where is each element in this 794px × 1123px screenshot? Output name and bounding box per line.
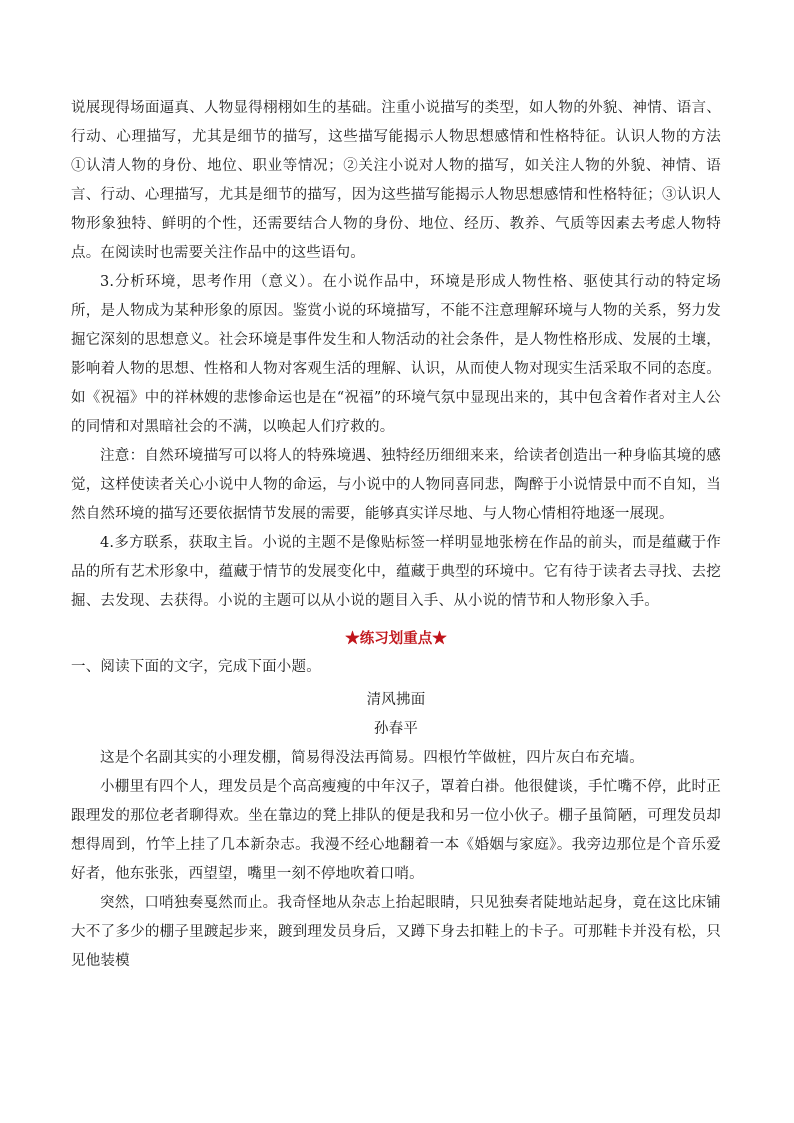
- body-paragraph: 4.多方联系，获取主旨。小说的主题不是像贴标签一样明显地张榜在作品的前头，而是蕴藏于作品的所有艺术形象中，蕴藏于情节的发展变化中，蕴藏于典型的环境中。它有待于读者去寻找、去挖掘、去发现、去获得。小说的主题可以从小说的题目入手、从小说的情节和人物形象入手。: [71, 535, 721, 609]
- document-page: [71, 94, 721, 976]
- question-intro: 一、阅读下面的文字，完成下面小题。: [71, 659, 321, 675]
- body-paragraph: 说展现得场面逼真、人物显得栩栩如生的基础。注重小说描写的类型，如人物的外貌、神情、语言、行动、心理描写，尤其是细节的描写，这些描写能揭示人物思想感情和性格特征。认识人物的方法 ①认清人物的身份、地位、职业等情况；②关注小说对人物的描写，如关注人物的外貌、神情、语言、行动、心理描写，尤其是细节的描写，因为这些描写能揭示人物思想感情和性格特征；③认识人物形象独特、鲜明的个性，还需要结合人物的身份、地位、经历、教养、气质等因素去考虑人物特点。在阅读时也需要关注作品中的这些语句。: [71, 100, 721, 261]
- story-title: 清风拂面: [366, 692, 426, 708]
- body-paragraph: 3.分析环境，思考作用（意义）。在小说作品中，环境是形成人物性格、驱使其行动的特定场所，是人物成为某种形象的原因。鉴赏小说的环境描写，不能不注意理解环境与人物的关系，努力发掘它深刻的思想意义。社会环境是事件发生和人物活动的社会条件，是人物性格形成、发展的土壤，影响着人物的思想、性格和人物对客观生活的理解、认识，从而使人物对现实生活采取不同的态度。如《祝福》中的祥林嫂的悲惨命运也是在“祝福”的环境气氛中显现出来的，其中包含着作者对主人公的同情和对黑暗社会的不满，以唤起人们疗救的。: [71, 274, 721, 435]
- body-paragraph: 注意：自然环境描写可以将人的特殊境遇、独特经历细细来来，给读者创造出一种身临其境的感觉，这样使读者关心小说中人物的命运，与小说中的人物同喜同悲，陶醉于小说情景中而不自知，当然自然环境的描写还要依据情节发展的需要，能够真实详尽地、与人物心情相符地逐一展现。: [71, 448, 721, 522]
- section-heading: ★练习划重点★: [345, 630, 447, 647]
- story-author: 孙春平: [373, 721, 419, 737]
- story-paragraph: 突然，口哨独奏戛然而止。我奇怪地从杂志上抬起眼睛，只见独奏者陡地站起身，竟在这比床铺大不了多少的棚子里踱起步来，踱到理发员身后，又蹲下身去扣鞋上的卡子。可那鞋卡并没有松，只见他装模: [71, 895, 721, 969]
- story-paragraph: 这是个名副其实的小理发棚，简易得没法再简易。四根竹竿做桩，四片灰白布充墙。: [100, 750, 644, 766]
- story-paragraph: 小棚里有四个人，理发员是个高高瘦瘦的中年汉子，罩着白褂。他很健谈，手忙嘴不停，此时正跟理发的那位老者聊得欢。坐在靠边的凳上排队的便是我和另一位小伙子。棚子虽简陋，可理发员却想得周到，竹竿上挂了几本新杂志。我漫不经心地翻着一本《婚姻与家庭》。我旁边那位是个音乐爱好者，他东张张，西望望，嘴里一刻不停地吹着口哨。: [71, 779, 721, 882]
